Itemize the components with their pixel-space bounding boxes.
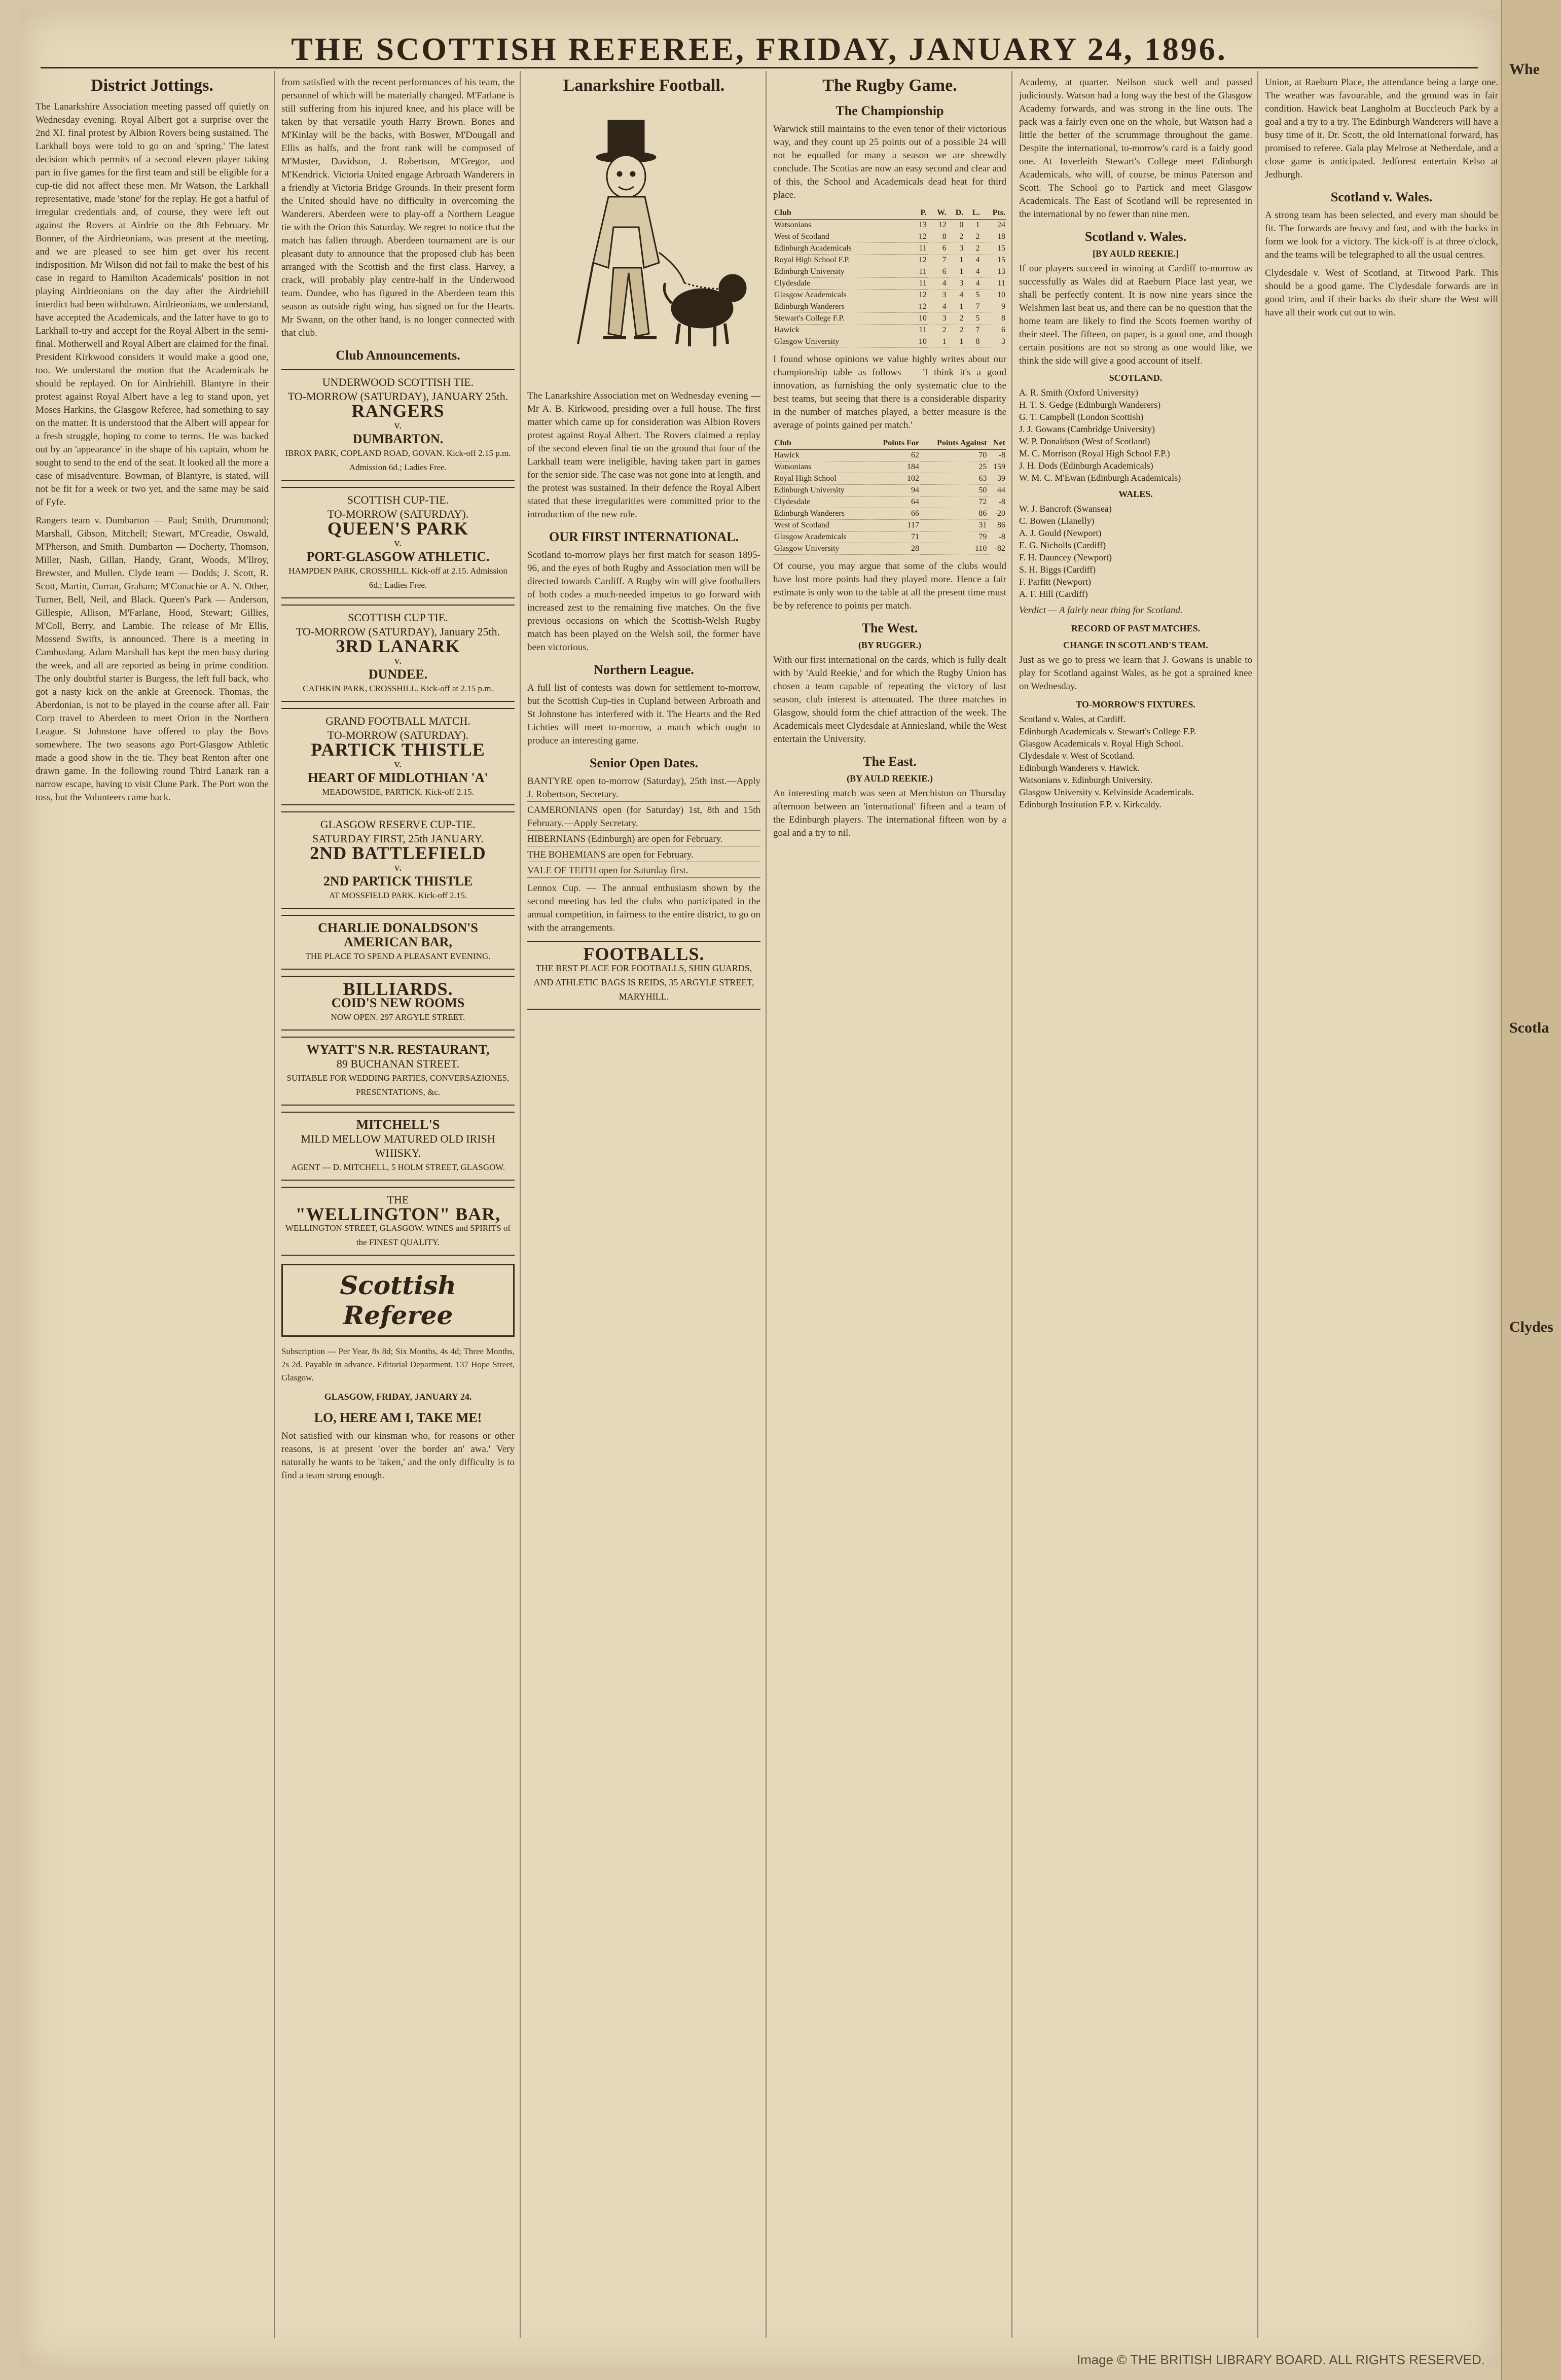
logo-script: Scottish Referee [281, 1264, 515, 1337]
table-cell: Edinburgh Academicals [773, 243, 910, 255]
table-cell: 79 [920, 531, 988, 543]
verdict: Verdict — A fairly near thing for Scotland. [1019, 605, 1183, 616]
footballs-text: THE BEST PLACE FOR FOOTBALLS, SHIN GUARDS, AND ATHLETIC BAGS IS REIDS, 35 ARGYLE STREET, MARYHILL. [533, 963, 754, 1002]
table-row [773, 461, 1006, 473]
wales-team-heading: WALES. [1118, 489, 1153, 499]
advert-top: SCOTTISH CUP TIE. [348, 611, 448, 624]
table-cell: Royal High School F.P. [773, 255, 910, 266]
table-cell: 7 [964, 301, 981, 313]
team-change-heading: CHANGE IN SCOTLAND'S TEAM. [1063, 640, 1208, 650]
advert-top: BILLIARDS. [343, 979, 453, 999]
table-cell: -82 [988, 543, 1006, 555]
footballs-title: FOOTBALLS. [583, 944, 705, 964]
advert-rangers [281, 369, 515, 481]
table-cell: Clydesdale [773, 496, 870, 508]
table-cell: 4 [928, 301, 948, 313]
advert-top: MITCHELL'S [356, 1117, 440, 1132]
table-cell: Edinburgh University [773, 266, 910, 278]
table-row [773, 243, 1006, 255]
district-jottings-text: The Lanarkshire Association meeting passed off quietly on Wednesday evening. Royal Albert got a surprise over the 2nd XI. final protest by Albion Rovers being sustained. The Larkhall boys were told to go on and 'spring.' The latest decision which permits of a second eleven player taking part in five games for the first team and still be eligible for a cup-tie did not affect these men. Mr Watson, the Larkhall representative, made 'stone' for the replay. He got a hatful of irregular credentials and, of course, they were left out against the Rovers at Airdrie on the 8th February. Mr Bonner, of the Airdrieonians, was present at the meeting, and we are pleased to see him get over his recent indisposition. Mr Wilson did not fail to make the best of his case in regard to Hamilton Academicals' position in not playing Airdrieonians on the day after the Airdriehill interdict had been withdrawn. Airdrieonians, we understand, have accepted the Academicals, and the latter have to go to Larkhall to-try and accept for the Royal Albert in the semi-final. Motherwell and Royal Albert are claimed for the final. President Kirkwood considers it would make a good one, too. We understand the motion that the Academicals be should be replayed. On for Airdriehill. Blantyre in their protest against Royal Albert have a leg to stand upon, yet Moses Harkins, the Glasgow Referee, had something to say on the matter. It is understood that the Albert will appear for a fresh struggle, hoping to come to terms. He was backed out by an 'appearance' in the shape of his captain, whom he sought to send to the end of the seat. It looked all the more a case of misadventure. Bowman, of Blantyre, is stated, will not be fit for a week or two yet, and the same may be said of Fyfe. [35, 101, 269, 508]
advert-top: CHARLIE DONALDSON'S [318, 920, 478, 935]
advert-foot: MEADOWSIDE, PARTICK. Kick-off 2.15. [322, 787, 474, 797]
advert-sub: TO-MORROW (SATURDAY). [327, 729, 469, 741]
table-cell: 4 [964, 255, 981, 266]
advert-sub: TO-MORROW (SATURDAY), JANUARY 25th. [287, 390, 509, 403]
edge-text: Clydes [1509, 1319, 1553, 1335]
club-announcements-heading: Club Announcements. [336, 348, 460, 363]
column-6-text: Union, at Raeburn Place, the attendance being a large one. The weather was favourable, and the ground was in fair condition. Hawick beat Langholm at Buccleuch Park by a goal and a try to a try. The Edinburgh Wanderers will have a busy time of it. Dr. Scott, the old International forward, has promised to referee. Gala play Melrose at Netherdale, and a close game is anticipated. Jedforest entertain Kelso at Jedburgh. [1265, 77, 1498, 180]
table-cell: 7 [928, 255, 948, 266]
advert-foot: THE PLACE TO SPEND A PLEASANT EVENING. [305, 951, 491, 961]
table-header: W. [928, 207, 948, 220]
advert-team: RANGERS [351, 401, 445, 421]
table-cell: Glasgow Academicals [773, 531, 870, 543]
advert-top: UNDERWOOD SCOTTISH TIE. [322, 376, 474, 388]
fixture-item: Edinburgh Institution F.P. v. Kirkcaldy. [1019, 799, 1161, 809]
table-cell: 10 [981, 290, 1006, 301]
table-cell: West of Scotland [773, 231, 910, 243]
advert-team-2: DUNDEE. [368, 667, 428, 682]
masthead-rule [41, 67, 1478, 68]
column-5-text: Academy, at quarter. Neilson stuck well and passed judiciously. Watson had a long way the best of the Glasgow Academy forwards, and was strong in the line outs. The pack was a fairly even one on the whole, but Watson had a little the better of the scrummage throughout the game. Despite the international, to-morrow's card is a fairly good one. At Inverleith Stewart's College meet Edinburgh Academicals, who will, of course, be minus Paterson and Scott. The School go to Partick and meet Glasgow Academicals. The East of Scotland will be represented in the international by no fewer than nine men. [1019, 77, 1252, 220]
table-header: D. [948, 207, 965, 220]
table-cell: 159 [988, 461, 1006, 473]
table-cell: -8 [988, 531, 1006, 543]
table-cell: Stewart's College F.P. [773, 313, 910, 325]
table-cell: 64 [870, 496, 920, 508]
advert-sub: MILD MELLOW MATURED OLD IRISH WHISKY. [301, 1132, 495, 1159]
table-row [773, 313, 1006, 325]
the-east-heading: The East. [863, 754, 917, 769]
table-header: L. [964, 207, 981, 220]
the-east-text: An interesting match was seen at Merchiston on Thursday afternoon between an 'international' fifteen and a team of the Edinburgh players. The international fifteen won by a goal and a try to nil. [773, 788, 1006, 838]
table-cell: 4 [964, 266, 981, 278]
scottish-referee-logo [281, 1264, 515, 1337]
team-change-text: Just as we go to press we learn that J. Gowans is unable to play for Scotland against Wales, as he got a sprained knee on Wednesday. [1019, 655, 1252, 692]
table-cell: Edinburgh University [773, 485, 870, 496]
past-matches-heading: RECORD OF PAST MATCHES. [1071, 623, 1201, 633]
table-cell: Clydesdale [773, 278, 910, 290]
advert-foot: WELLINGTON STREET, GLASGOW. WINES and SPIRITS of the FINEST QUALITY. [285, 1223, 511, 1247]
lanarkshire-heading: Lanarkshire Football. [563, 76, 725, 95]
table-cell: 1 [928, 336, 948, 348]
advert-team-2: 2ND PARTICK THISTLE [323, 874, 473, 889]
table-cell: 13 [981, 266, 1006, 278]
table-cell: 13 [910, 220, 927, 231]
table-cell: 8 [928, 231, 948, 243]
advert-team-2: HEART OF MIDLOTHIAN 'A' [308, 770, 488, 785]
player-entry: W. P. Donaldson (West of Scotland) [1019, 436, 1150, 446]
table-cell: Glasgow University [773, 336, 910, 348]
table-cell: 6 [981, 325, 1006, 336]
table-cell: 71 [870, 531, 920, 543]
table-cell: 1 [948, 266, 965, 278]
table-row [773, 473, 1006, 485]
advert-sub: 89 BUCHANAN STREET. [336, 1057, 460, 1070]
advert-vs: v. [394, 757, 402, 770]
column-3 [527, 76, 760, 2338]
fixture-item: Edinburgh Academicals v. Stewart's College F.P. [1019, 726, 1196, 736]
player-entry: G. T. Campbell (London Scottish) [1019, 412, 1144, 422]
table-cell: 12 [910, 255, 927, 266]
lead-heading: LO, HERE AM I, TAKE ME! [314, 1410, 482, 1425]
table-row [773, 301, 1006, 313]
table-cell: 2 [948, 313, 965, 325]
table-cell: 39 [988, 473, 1006, 485]
player-entry: F. Parfitt (Newport) [1019, 577, 1092, 587]
the-west-heading: The West. [861, 621, 918, 635]
fixture-item: Watsonians v. Edinburgh University. [1019, 775, 1153, 785]
advert-top: WYATT'S N.R. RESTAURANT, [306, 1042, 490, 1057]
the-west-text: With our first international on the cards, which is fully dealt with by 'Auld Reekie,' and for which the Rugby Union has chosen a team capable of repeating the victory of last season, club interest is attenuated. The three matches in Glasgow, should form the chief attraction of the week. The Academicals meet Clydesdale at Anniesland, while the West entertain the University. [773, 655, 1006, 744]
player-entry: M. C. Morrison (Royal High School F.P.) [1019, 448, 1170, 458]
column-6-subheading: Scotland v. Wales. [1330, 190, 1433, 204]
table-cell: Hawick [773, 450, 870, 461]
advert-wellington-bar [281, 1187, 515, 1256]
table-cell: 66 [870, 508, 920, 520]
edge-text: Whe [1509, 61, 1540, 78]
table-cell: 3 [948, 278, 965, 290]
table-row [773, 266, 1006, 278]
table-header: P. [910, 207, 927, 220]
table-cell: West of Scotland [773, 520, 870, 531]
advert-sub: SATURDAY FIRST, 25th JANUARY. [312, 832, 484, 845]
player-entry: C. Bowen (Llanelly) [1019, 516, 1095, 526]
open-date-item: VALE OF TEITH open for Saturday first. [527, 864, 760, 878]
advert-sub: AMERICAN BAR, [344, 935, 452, 949]
the-west-byline: (BY RUGGER.) [858, 640, 922, 650]
player-entry: A. F. Hill (Cardiff) [1019, 589, 1088, 599]
advert-billiards [281, 976, 515, 1031]
table-cell: 110 [920, 543, 988, 555]
table-cell: 28 [870, 543, 920, 555]
table-cell: 6 [928, 266, 948, 278]
table-cell: 1 [964, 220, 981, 231]
northern-league-heading: Northern League. [594, 662, 694, 677]
player-entry: W. M. C. M'Ewan (Edinburgh Academicals) [1019, 473, 1181, 483]
table-cell: 8 [964, 336, 981, 348]
fixtures-list [1019, 713, 1252, 810]
championship-heading: The Championship [836, 103, 944, 118]
table-cell: 15 [981, 255, 1006, 266]
fixture-item: Glasgow University v. Kelvinside Academicals. [1019, 787, 1194, 797]
table-cell: 3 [928, 313, 948, 325]
advert-team-2: PORT-GLASGOW ATHLETIC. [306, 549, 490, 564]
scotland-team-heading: SCOTLAND. [1109, 373, 1163, 383]
table-cell: 6 [928, 243, 948, 255]
column-1 [35, 76, 269, 2338]
advert-top: GLASGOW RESERVE CUP-TIE. [320, 818, 476, 831]
column-rule [1257, 71, 1258, 2338]
advert-foot: AGENT — D. MITCHELL, 5 HOLM STREET, GLASGOW. [291, 1162, 505, 1172]
table-cell: 184 [870, 461, 920, 473]
table-cell: 12 [928, 220, 948, 231]
column-rule [1011, 71, 1012, 2338]
advert-foot: IBROX PARK, COPLAND ROAD, GOVAN. Kick-off 2.15 p.m. Admission 6d.; Ladies Free. [285, 448, 511, 472]
table-cell: 63 [920, 473, 988, 485]
column-rule [766, 71, 767, 2338]
table-cell: 18 [981, 231, 1006, 243]
advert-team: 2ND BATTLEFIELD [310, 843, 486, 863]
open-date-item: BANTYRE open to-morrow (Saturday), 25th inst.—Apply J. Robertson, Secretary. [527, 775, 760, 802]
table-header: Club [773, 437, 870, 450]
column-rule [520, 71, 521, 2338]
advert-vs: v. [394, 654, 402, 666]
table-cell: -8 [988, 496, 1006, 508]
player-entry: E. G. Nicholls (Cardiff) [1019, 540, 1106, 550]
table-cell: 5 [964, 290, 981, 301]
fixture-item: Edinburgh Wanderers v. Hawick. [1019, 763, 1140, 773]
fixture-item: Clydesdale v. West of Scotland. [1019, 751, 1135, 761]
table-row [773, 255, 1006, 266]
player-entry: H. T. S. Gedge (Edinburgh Wanderers) [1019, 400, 1161, 410]
lead-text: Not satisfied with our kinsman who, for reasons or other reasons, is at present 'over the border an' awa.' Very naturally he wants to be 'taken,' and the only difficulty is to find a team strong enough. [281, 1431, 515, 1481]
table-cell: 3 [928, 290, 948, 301]
championship-text: Warwick still maintains to the even tenor of their victorious way, and they count up 25 points out of a possible 24 will not be equalled for many a season we are shrewdly conclude. The Scotias are now an easy second and clear and of this, the School and Academicals dead heat for third place. [773, 124, 1006, 200]
column-6-text-3: Clydesdale v. West of Scotland, at Titwood Park. This should be a good game. The Clydesdale forwards are in good trim, and if their backs do their share the West will have all their work cut out to win. [1265, 268, 1498, 318]
newspaper-page [20, 10, 1498, 2368]
advert-team: PARTICK THISTLE [311, 739, 485, 760]
table-cell: 5 [964, 313, 981, 325]
player-entry: S. H. Biggs (Cardiff) [1019, 564, 1096, 575]
table-row [773, 496, 1006, 508]
advert-restaurant [281, 1037, 515, 1106]
table-cell: 9 [981, 301, 1006, 313]
advert-vs: v. [394, 536, 402, 549]
table-row [773, 531, 1006, 543]
advert-foot: CATHKIN PARK, CROSSHILL. Kick-off at 2.15 p.m. [303, 684, 493, 693]
advert-reserve-cup [281, 811, 515, 909]
table-cell: 31 [920, 520, 988, 531]
table-cell: 4 [964, 278, 981, 290]
player-entry: A. R. Smith (Oxford University) [1019, 387, 1138, 398]
adjacent-page-edge [1501, 0, 1561, 2380]
advert-top: GRAND FOOTBALL MATCH. [325, 715, 470, 727]
advert-third-lanark [281, 605, 515, 702]
table-row [773, 278, 1006, 290]
table-cell: 50 [920, 485, 988, 496]
points-commentary: Of course, you may argue that some of the clubs would have lost more points had they played more. Hence a fair estimate is only won to the table at all the present time must be by reference to points per match. [773, 561, 1006, 611]
masthead: THE SCOTTISH REFEREE, FRIDAY, JANUARY 24, 1896. [291, 31, 1227, 67]
senior-open-dates-heading: Senior Open Dates. [589, 756, 699, 770]
table-cell: 10 [910, 313, 927, 325]
table-cell: 3 [981, 336, 1006, 348]
table-cell: Hawick [773, 325, 910, 336]
table-cell: 15 [981, 243, 1006, 255]
table-cell: 94 [870, 485, 920, 496]
table-cell: 0 [948, 220, 965, 231]
table-cell: 7 [964, 325, 981, 336]
table-cell: 10 [910, 336, 927, 348]
advert-top: SCOTTISH CUP-TIE. [347, 493, 449, 506]
table-cell: 2 [948, 325, 965, 336]
table-row [773, 485, 1006, 496]
table-cell: Watsonians [773, 220, 910, 231]
rugby-game-heading: The Rugby Game. [822, 76, 957, 95]
player-entry: A. J. Gould (Newport) [1019, 528, 1102, 538]
table-cell: -8 [988, 450, 1006, 461]
advert-top: THE [387, 1193, 409, 1206]
scotland-wales-heading: Scotland v. Wales. [1084, 229, 1187, 244]
table-cell: Watsonians [773, 461, 870, 473]
open-date-item: HIBERNIANS (Edinburgh) are open for February. [527, 833, 760, 846]
column-4 [773, 76, 1006, 2338]
table-cell: Royal High School [773, 473, 870, 485]
table-cell: 2 [964, 231, 981, 243]
table-cell: 62 [870, 450, 920, 461]
advert-foot: SUITABLE FOR WEDDING PARTIES, CONVERSAZIONES, PRESENTATIONS, &c. [286, 1073, 510, 1097]
fixture-item: Glasgow Academicals v. Royal High School. [1019, 738, 1184, 749]
advert-team: "WELLINGTON" BAR, [295, 1204, 501, 1224]
column-2-text: from satisfied with the recent performances of his team, the personnel of which will be materially changed. M'Farlane is still suffering from his injured knee, and his place will be taken by that versatile youth Harry Brown. Bones and M'Kinlay will be the backs, with Boswer, M'Dougall and Ellis as halfs, and the front rank will be composed of M'Master, Davidson, J. Robertson, M'Gregor, and M'Kendrick. Victoria United engage Arbroath Wanderers in a friendly at Victoria Bridge Grounds. In their present form the United should have no difficulty in overcoming the Wanderers. Aberdeen were to play-off a Northern League tie with the Orion this Saturday. We regret to notice that the match has fallen through. Aberdeen tournament are is our pleasant duty to announce that the proposed club has been arranged with the Scottish and the first class. Harvey, a crack, will probably play centre-half in the Underwood team. Dundee, who has figured in the Aberdeen team this season as outside right wing, has signed on for the Hearts. Mr Swann, on the other hand, is no longer connected with that club. [281, 77, 515, 338]
table-cell: 11 [981, 278, 1006, 290]
table-cell: 4 [928, 278, 948, 290]
advert-partick-thistle [281, 708, 515, 805]
table-row [773, 290, 1006, 301]
advert-foot: HAMPDEN PARK, CROSSHILL. Kick-off at 2.15. Admission 6d.; Ladies Free. [288, 566, 507, 590]
first-international-text: Scotland to-morrow plays her first match for season 1895-96, and the eyes of both Rugby and Association men will be directed towards Cardiff. A Rugby win will give footballers of both codes a much-needed impetus to go forward with increased zest to the remaining five matches. On the five previous occasions on which the Scottish-Welsh Rugby match has been played on the Welsh soil, the former have been victorious. [527, 550, 760, 653]
table-cell: 11 [910, 266, 927, 278]
table-header: Points Against [920, 437, 988, 450]
lennox-cup-text: Lennox Cup. — The annual enthusiasm shown by the second meeting has led the clubs who participated in the annual competition, in fairness to the entire district, to go on with the arrangements. [527, 883, 760, 933]
open-date-item: CAMERONIANS open (for Saturday) 1st, 8th and 15th February.—Apply Secretary. [527, 804, 760, 831]
scotland-wales-text: If our players succeed in winning at Cardiff to-morrow as successfully as Wales did at Raeburn Place last year, we shall be perfectly content. It is now nine years since the Welshmen last beat us, and there can be no question that the home team are likely to find the Scots foemen worthy of their steel. The fifteen, on paper, is a good one, and though certain positions are not so strong as one would like, we think the side will give a good account of itself. [1019, 263, 1252, 366]
points-table [773, 437, 1006, 555]
table-commentary: I found whose opinions we value highly writes about our championship table as follows — 'I think it's a good innovation, as furnishing the only systematic clue to the best teams, but seeing that there is a considerable disparity in the number of matches played, a better measure is the average of points gained per match.' [773, 354, 1006, 431]
advert-whisky [281, 1112, 515, 1181]
column-2 [281, 76, 515, 2338]
edge-text: Scotla [1509, 1019, 1549, 1036]
table-cell: 2 [964, 243, 981, 255]
table-header-row [773, 207, 1006, 220]
player-entry: W. J. Bancroft (Swansea) [1019, 504, 1112, 514]
dateline: GLASGOW, FRIDAY, JANUARY 24. [324, 1392, 472, 1402]
lanarkshire-text: The Lanarkshire Association met on Wednesday evening — Mr A. B. Kirkwood, presiding over a full house. The first matter which came up for consideration was Albion Rovers protest against Royal Albert. The Rovers claimed a replay of the second eleven final tie on the ground that four of the Larkhall team were ineligible, having taken part in games for the senior side. The case was not gone into at length, and the protest was sustained. In their defence the Royal Albert stated that these irregularities were committed prior to the introduction of the new rule. [527, 390, 760, 520]
advert-vs: v. [394, 418, 402, 431]
table-row [773, 325, 1006, 336]
scotland-team-list [1019, 386, 1252, 484]
player-entry: F. H. Dauncey (Newport) [1019, 552, 1112, 562]
table-header: Club [773, 207, 910, 220]
advert-sub: TO-MORROW (SATURDAY). [327, 508, 469, 520]
table-cell: 1 [948, 336, 965, 348]
table-cell: 11 [910, 243, 927, 255]
table-header-row [773, 437, 1006, 450]
fixtures-heading: TO-MORROW'S FIXTURES. [1076, 699, 1195, 709]
column-5 [1019, 76, 1252, 2338]
first-international-heading: OUR FIRST INTERNATIONAL. [549, 529, 739, 544]
table-cell: 72 [920, 496, 988, 508]
table-cell: 2 [948, 231, 965, 243]
advert-team: QUEEN'S PARK [327, 518, 469, 539]
image-credit: Image © THE BRITISH LIBRARY BOARD. ALL RIGHTS RESERVED. [1076, 2352, 1485, 2367]
advert-american-bar [281, 915, 515, 970]
advert-team-2: DUMBARTON. [352, 432, 444, 446]
table-cell: Glasgow University [773, 543, 870, 555]
table-row [773, 220, 1006, 231]
advert-foot: AT MOSSFIELD PARK. Kick-off 2.15. [329, 891, 467, 900]
table-header: Net [988, 437, 1006, 450]
district-jottings-text-2: Rangers team v. Dumbarton — Paul; Smith, Drummond; Marshall, Gibson, Mitchell; Stewart, M'Creadie, Oswald, M'Pherson, and Smith. Dumbarton — Docherty, Thomson, Miller, Nash, Gillan, Handy, Grant, Woods, M'Ilroy, Brewster, and Mullen. Clyde team — Dodds; J. Scott, R. Scott, Martin, Curran, Graham; M'Conachie or A. N. Other, Turner, Bell, Neil, and Black. Queen's Park — Anderson, Gillespie, Allison, M'Farlane, Hood, Stewart; Gillies, M'Coll, Berry, and Lambie. The release of Mr Ellis, Mossend Swifts, is announced. There is a meeting in Cambuslang. Adam Marshall has kept the men busy during the week, and all are reported as being in prime condition. The only doubtful starter is Burgess, the left full back, who got a nasty kick on the ankle at Greenock. Thomas, the Aberdonian, is not to be played in the course after all. Fair Corp travel to Aberdeen to meet Orion in the Northern League. St Johnstone have offered to play the Bovs somewhere. The two seasons ago Port-Glasgow Athletic made a good show in the tie. They beat Renton after one drawn game. In the following round Third Lanark ran a narrow escape, having to visit Clune Park. The Port won the toss, but the Volunteers came back. [35, 515, 269, 803]
table-cell: 25 [920, 461, 988, 473]
subscription-text: Subscription — Per Year, 8s 8d; Six Months, 4s 4d; Three Months, 2s 2d. Payable in advance. Editorial Department, 137 Hope Street, Glasgow. [281, 1346, 515, 1382]
table-cell: 86 [988, 520, 1006, 531]
column-6-text-2: A strong team has been selected, and every man should be fit. The forwards are heavy and fast, and with the backs in form we look for a victory. The kick-off is at three o'clock, and the teams will be telegraphed to all the usual centres. [1265, 210, 1498, 260]
district-jottings-heading: District Jottings. [91, 76, 213, 95]
open-date-item: THE BOHEMIANS are open for February. [527, 848, 760, 862]
table-header: Pts. [981, 207, 1006, 220]
wales-team-list [1019, 503, 1252, 600]
table-row [773, 508, 1006, 520]
advert-footballs [527, 941, 760, 1010]
table-header: Points For [870, 437, 920, 450]
table-cell: Edinburgh Wanderers [773, 508, 870, 520]
column-6 [1265, 76, 1498, 2338]
table-cell: 1 [948, 255, 965, 266]
table-cell: 11 [910, 325, 927, 336]
northern-league-text: A full list of contests was down for settlement to-morrow, but the Scottish Cup-ties in Cupland between Arbroath and St Johnstone has interfered with it. The Hearts and the Red Lichties will meet to-morrow, a match which ought to produce an interesting game. [527, 683, 760, 746]
table-row [773, 231, 1006, 243]
table-cell: 12 [910, 290, 927, 301]
table-cell: 24 [981, 220, 1006, 231]
player-entry: J. H. Dods (Edinburgh Academicals) [1019, 460, 1153, 471]
table-cell: -20 [988, 508, 1006, 520]
table-cell: 4 [948, 290, 965, 301]
advert-sub: COID'S NEW ROOMS [331, 996, 465, 1010]
advert-queens-park [281, 487, 515, 598]
table-cell: 12 [910, 231, 927, 243]
advert-vs: v. [394, 861, 402, 873]
the-east-byline: (BY AULD REEKIE.) [847, 773, 933, 784]
scotland-wales-byline: [BY AULD REEKIE.] [1093, 248, 1179, 259]
advert-foot: NOW OPEN. 297 ARGYLE STREET. [331, 1012, 465, 1022]
table-cell: 102 [870, 473, 920, 485]
table-cell: 12 [910, 301, 927, 313]
table-cell: 1 [948, 301, 965, 313]
table-row [773, 543, 1006, 555]
table-cell: 117 [870, 520, 920, 531]
table-cell: 11 [910, 278, 927, 290]
advert-sub: TO-MORROW (SATURDAY), January 25th. [296, 625, 500, 638]
table-cell: Edinburgh Wanderers [773, 301, 910, 313]
column-rule [274, 71, 275, 2338]
table-row [773, 336, 1006, 348]
table-cell: 86 [920, 508, 988, 520]
table-cell: Glasgow Academicals [773, 290, 910, 301]
player-entry: J. J. Gowans (Cambridge University) [1019, 424, 1155, 434]
advert-team: 3RD LANARK [336, 636, 460, 656]
championship-table [773, 207, 1006, 348]
table-cell: 70 [920, 450, 988, 461]
table-row [773, 450, 1006, 461]
table-row [773, 520, 1006, 531]
table-cell: 3 [948, 243, 965, 255]
table-cell: 8 [981, 313, 1006, 325]
table-cell: 44 [988, 485, 1006, 496]
fixture-item: Scotland v. Wales, at Cardiff. [1019, 714, 1126, 724]
cartoon-illustration [532, 100, 755, 384]
table-cell: 2 [928, 325, 948, 336]
